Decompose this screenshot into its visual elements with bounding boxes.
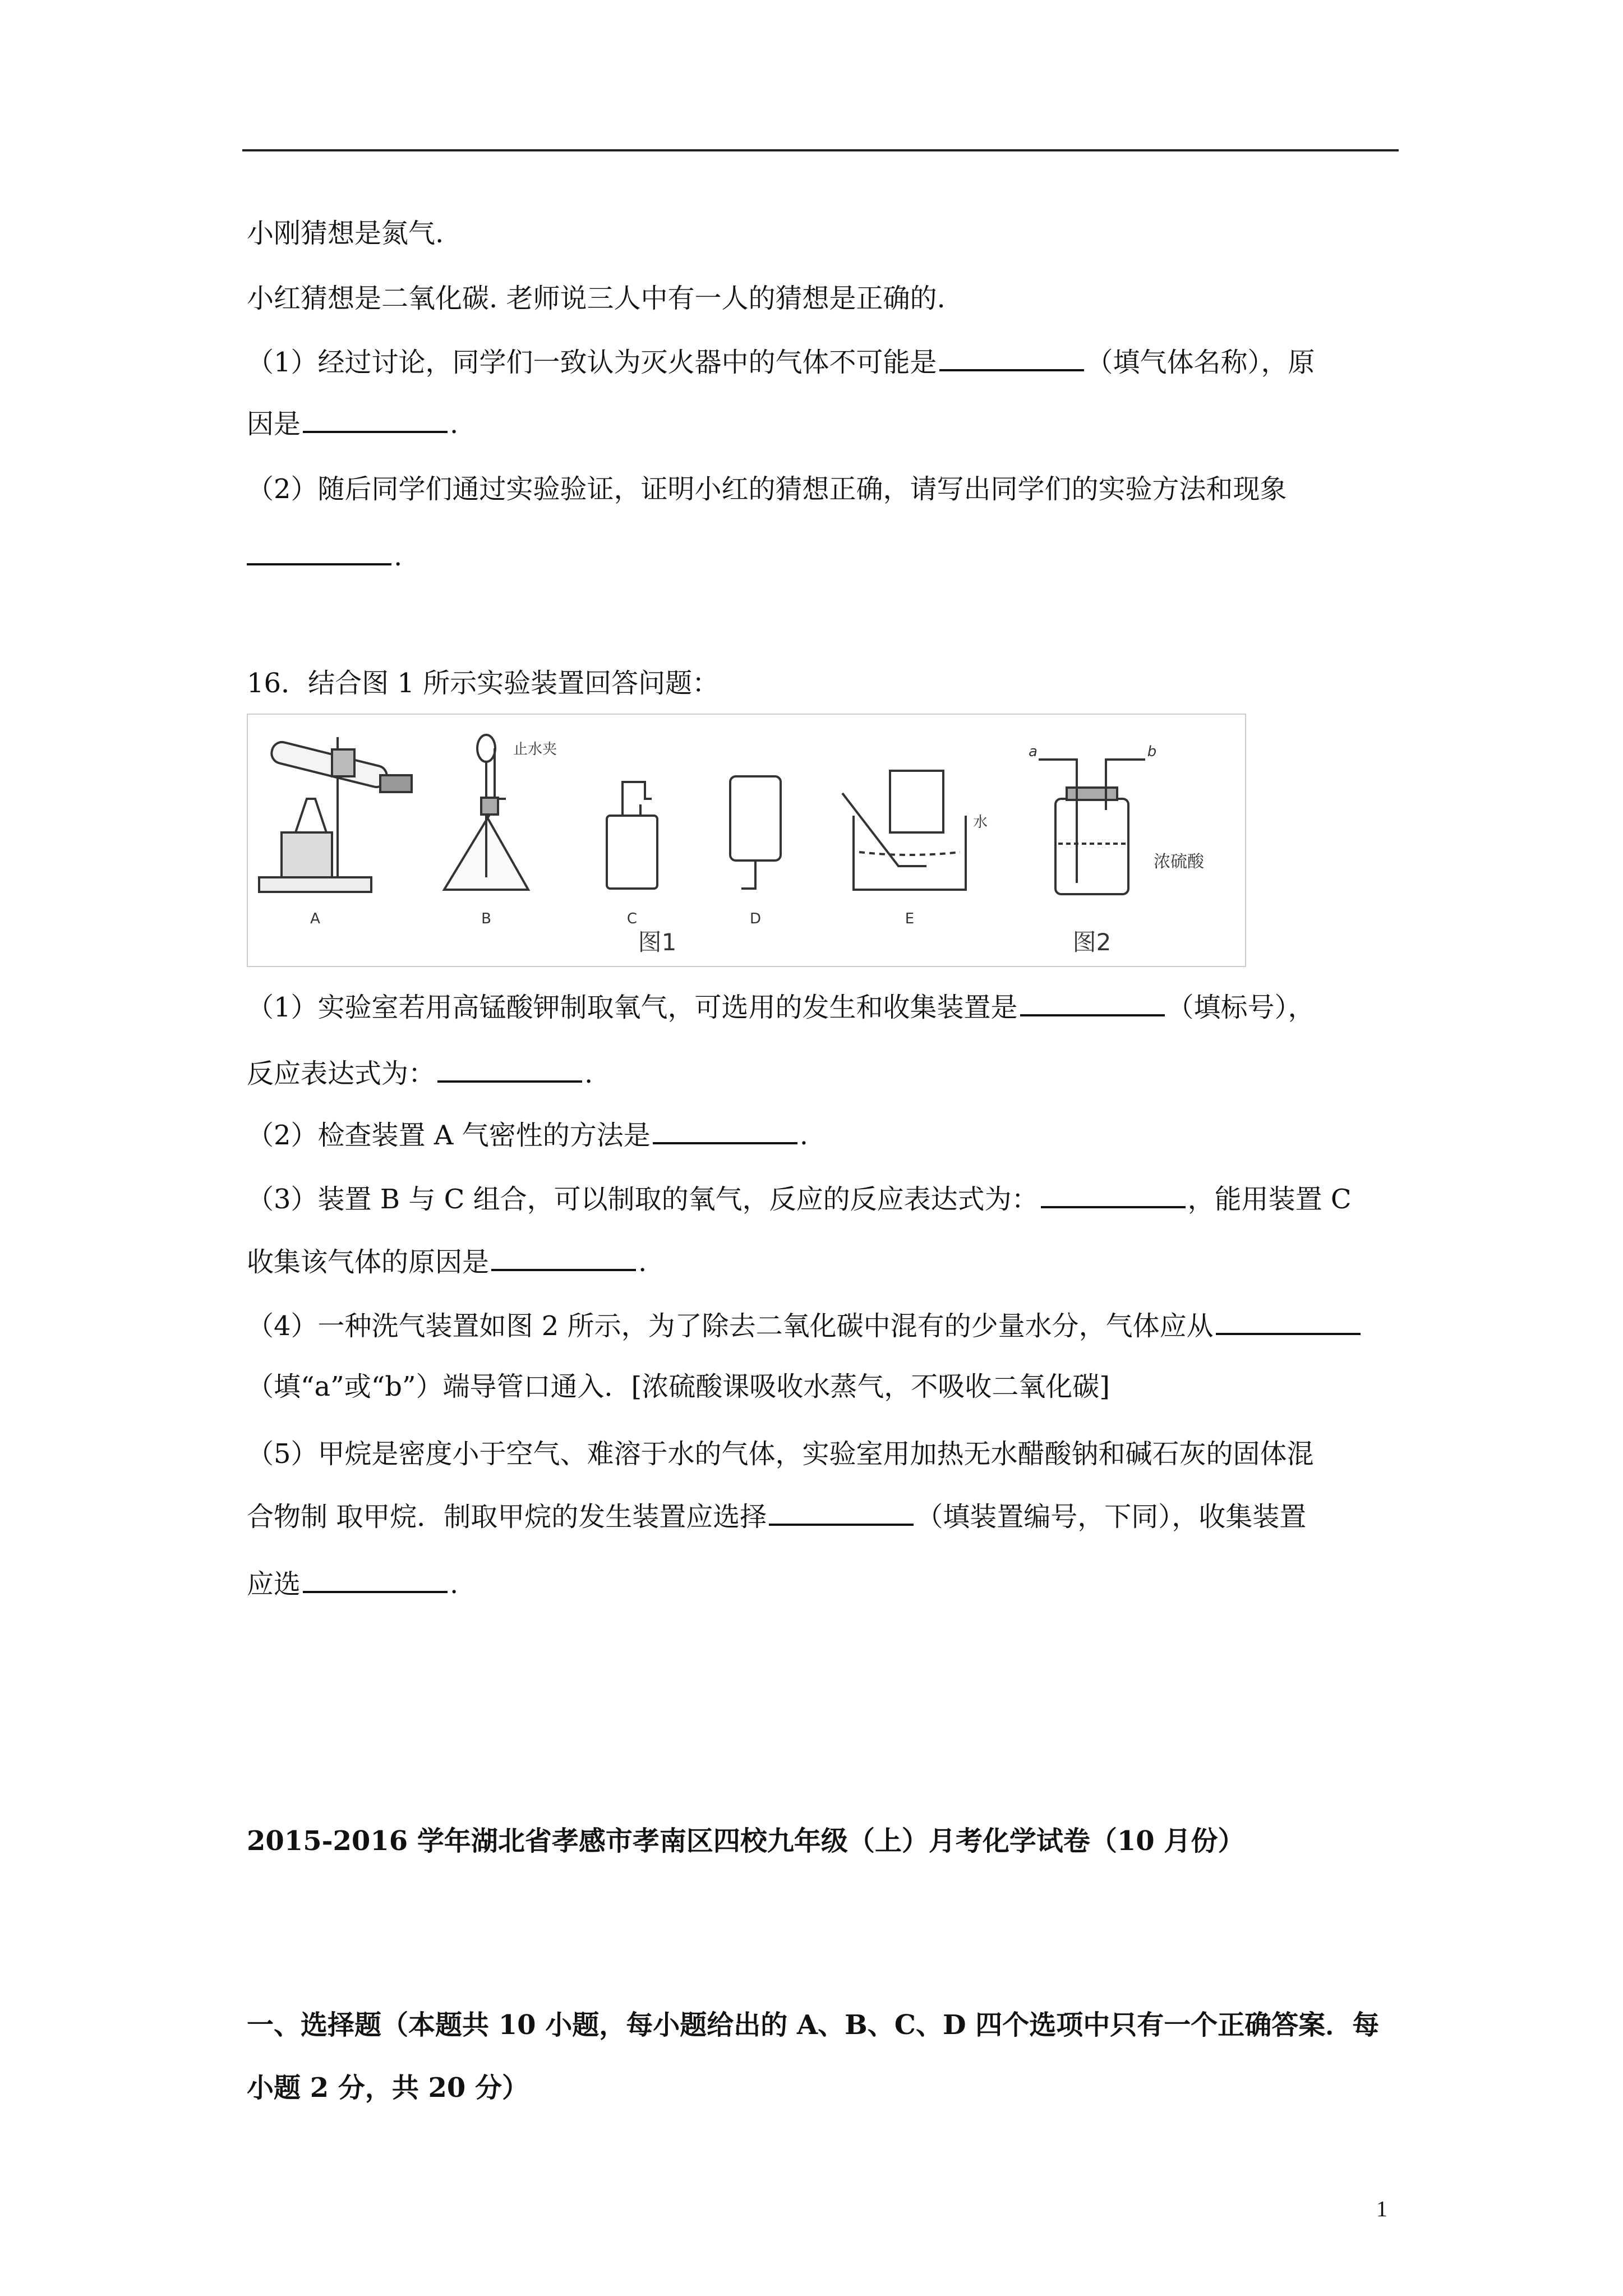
clamp-label: 止水夹 [513, 741, 557, 758]
section-heading: 一、选择题（本题共 10 小题，每小题给出的 A、B、C、D 四个选项中只有一个正确答案．每 [247, 2009, 1380, 2041]
question-line: （5）甲烷是密度小于空气、难溶于水的气体，实验室用加热无水醋酸钠和碱石灰的固体混 [247, 1438, 1314, 1470]
question-16-title: 16．结合图 1 所示实验装置回答问题： [247, 668, 720, 699]
answer-blank[interactable] [939, 343, 1084, 371]
text-line: 小刚猜想是氮气. [247, 218, 444, 249]
header-rule [242, 149, 1399, 151]
answer-blank[interactable] [437, 1055, 582, 1083]
question-line: （1）经过讨论，同学们一致认为灭火器中的气体不可能是 （填气体名称），原 [247, 343, 1315, 380]
answer-blank[interactable] [247, 537, 391, 565]
tube-b-label: b [1147, 743, 1157, 760]
section-heading: 小题 2 分，共 20 分） [247, 2072, 529, 2104]
apparatus-d [730, 776, 781, 889]
question-line: 收集该气体的原因是 . [247, 1243, 647, 1280]
question-line: 反应表达式为： . [247, 1055, 593, 1092]
fig1-label: 图1 [638, 928, 677, 956]
label-a: A [310, 910, 320, 927]
fig2-label: 图2 [1072, 928, 1112, 956]
answer-blank[interactable] [1041, 1180, 1186, 1208]
answer-blank[interactable] [303, 1565, 448, 1593]
question-line: 应选 . [247, 1565, 458, 1602]
question-line: 合物制 取甲烷．制取甲烷的发生装置应选择 （填装置编号，下同），收集装置 [247, 1498, 1306, 1535]
question-line: . [247, 537, 402, 574]
water-label: 水 [972, 814, 988, 831]
question-line: （4）一种洗气装置如图 2 所示，为了除去二氧化碳中混有的少量水分，气体应从 [247, 1307, 1363, 1344]
exam-title: 2015-2016 学年湖北省孝感市孝南区四校九年级（上）月考化学试卷（10 月份） [247, 1825, 1245, 1857]
apparatus-c [607, 782, 657, 889]
label-c: C [626, 910, 638, 927]
tube-a-label: a [1029, 743, 1038, 760]
question-line: （2）随后同学们通过实验验证，证明小红的猜想正确，请写出同学们的实验方法和现象 [247, 473, 1287, 505]
question-line: （1）实验室若用高锰酸钾制取氧气，可选用的发生和收集装置是 （填标号）， [247, 988, 1315, 1025]
answer-blank[interactable] [1216, 1307, 1361, 1335]
text-line: 小红猜想是二氧化碳. 老师说三人中有一人的猜想是正确的. [247, 283, 946, 314]
acid-label: 浓硫酸 [1154, 852, 1204, 872]
label-e: E [905, 910, 915, 927]
question-line: （2）检查装置 A 气密性的方法是 . [247, 1116, 808, 1153]
label-b: B [481, 910, 491, 927]
answer-blank[interactable] [491, 1243, 636, 1271]
question-line: （填“a”或“b”）端导管口通入．[浓硫酸课吸收水蒸气，不吸收二氧化碳] [247, 1371, 1110, 1402]
apparatus-b [444, 735, 528, 890]
apparatus-e [842, 771, 966, 890]
answer-blank[interactable] [653, 1116, 797, 1144]
question-line: 因是 . [247, 405, 458, 442]
answer-blank[interactable] [769, 1498, 914, 1526]
question-line: （3）装置 B 与 C 组合，可以制取的氧气，反应的反应表达式为： ，能用装置 C [247, 1180, 1352, 1217]
answer-blank[interactable] [1020, 988, 1165, 1016]
gas-washing-bottle [1039, 760, 1145, 894]
label-d: D [749, 910, 762, 927]
apparatus-diagram [248, 715, 1245, 966]
apparatus-a [259, 737, 412, 892]
page-number: 1 [1376, 2196, 1387, 2221]
apparatus-figure [247, 714, 1246, 967]
answer-blank[interactable] [303, 405, 448, 433]
